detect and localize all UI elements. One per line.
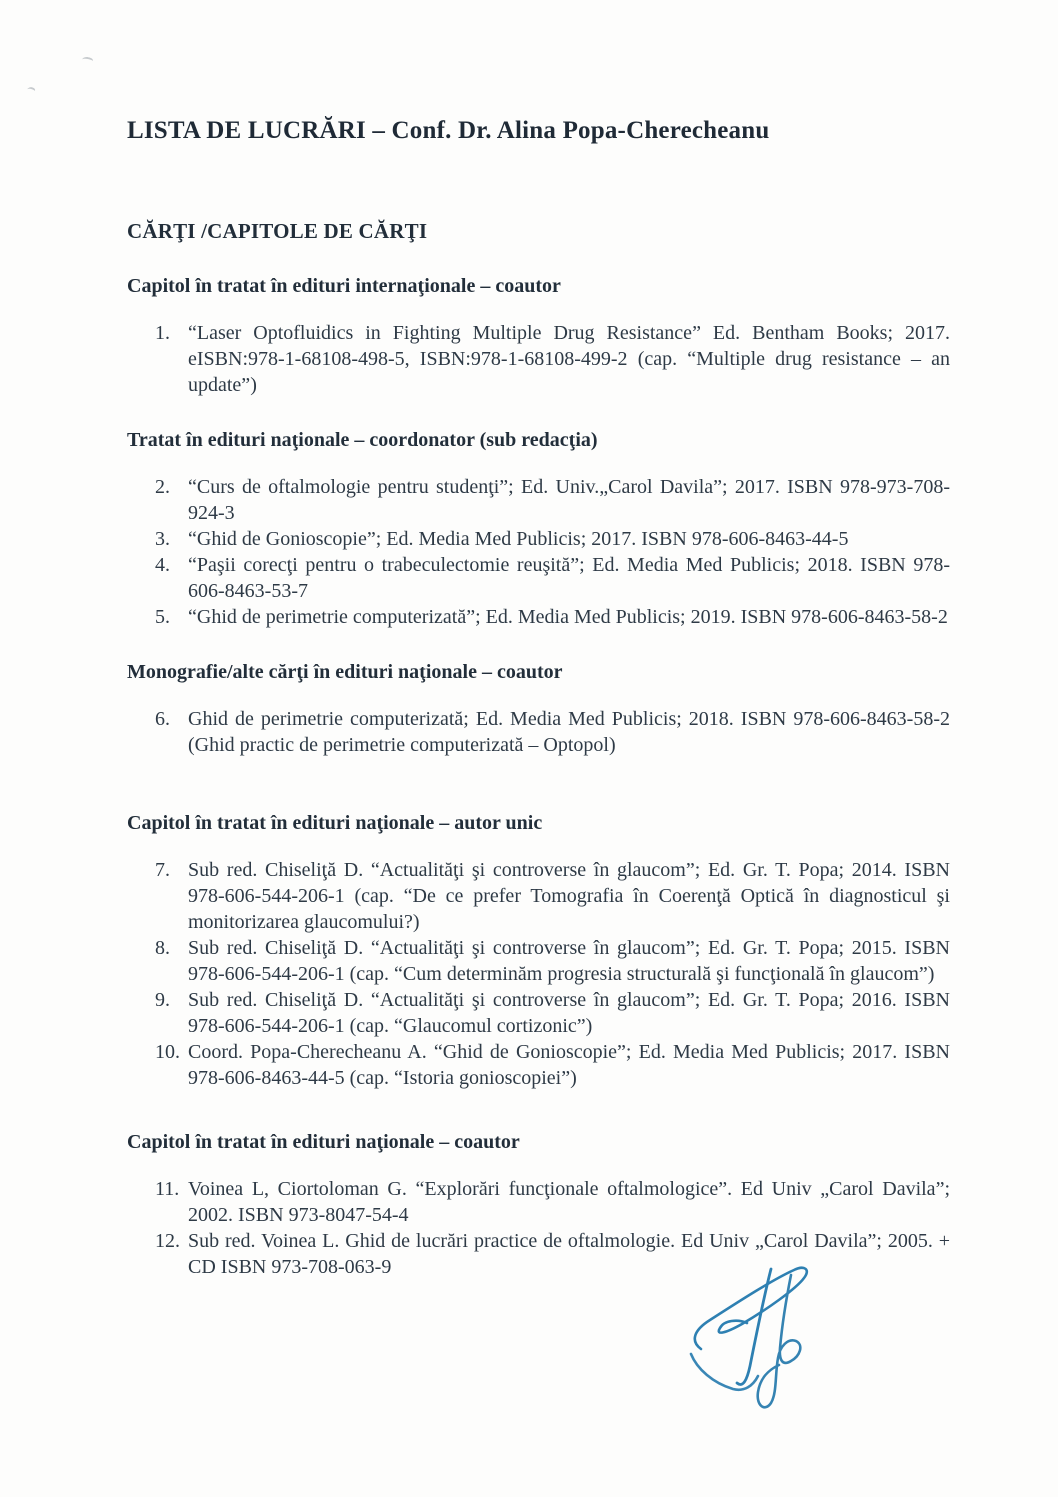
publication-list (155, 1176, 950, 1280)
scan-artifact (26, 86, 36, 95)
publication-list (155, 857, 950, 1091)
list-item (155, 320, 950, 398)
list-item (155, 706, 950, 758)
list-item (155, 1176, 950, 1228)
item-text: “Paşii corecţi pentru o trabeculectomie reuşită”; Ed. Media Med Publicis; 2018. ISBN 978-606-8463-53-7 (188, 554, 950, 602)
page-title: LISTA DE LUCRĂRI – Conf. Dr. Alina Popa-Cherecheanu (127, 117, 770, 144)
item-number: 1. (155, 322, 170, 344)
item-number: 2. (155, 476, 170, 498)
signature-icon (686, 1262, 818, 1412)
item-text: Voinea L, Ciortoloman G. “Explorări funcţionale oftalmologice”. Ed Univ „Carol Davila”; 2002. ISBN 973-8047-54-4 (188, 1178, 950, 1226)
item-number: 9. (155, 989, 170, 1011)
section-heading-monografie-coautor: Monografie/alte cărţi în edituri naţionale – coautor (127, 661, 563, 683)
section-heading-national-coordonator: Tratat în edituri naţionale – coordonator (sub redacţia) (127, 429, 598, 451)
item-text: “Curs de oftalmologie pentru studenţi”; Ed. Univ.„Carol Davila”; 2017. ISBN 978-973-708-924-3 (188, 476, 950, 524)
item-text: Sub red. Chiseliţă D. “Actualităţi şi controverse în glaucom”; Ed. Gr. T. Popa; 2016. ISBN 978-606-544-206-1 (cap. “Glaucomul cortizonic”) (188, 989, 950, 1037)
item-text: Coord. Popa-Cherecheanu A. “Ghid de Gonioscopie”; Ed. Media Med Publicis; 2017. ISBN 978-606-8463-44-5 (cap. “Istoria gonioscopiei”) (188, 1041, 950, 1089)
publication-list (155, 706, 950, 758)
item-number: 11. (155, 1178, 180, 1200)
item-text: Ghid de perimetrie computerizată; Ed. Media Med Publicis; 2018. ISBN 978-606-8463-58-2 (Ghid practic de perimetrie computerizată – Optopol) (188, 708, 950, 756)
list-item (155, 604, 950, 630)
item-number: 7. (155, 859, 170, 881)
section-heading-international-coautor: Capitol în tratat în edituri internaţionale – coautor (127, 275, 561, 297)
item-text: Sub red. Voinea L. Ghid de lucrări practice de oftalmologie. Ed Univ „Carol Davila”; 2005. + CD ISBN 973-708-063-9 (188, 1230, 950, 1278)
item-text: Sub red. Chiseliţă D. “Actualităţi şi controverse în glaucom”; Ed. Gr. T. Popa; 2015. ISBN 978-606-544-206-1 (cap. “Cum determinăm progresia structurală şi funcţională în glaucom”) (188, 937, 950, 985)
list-item (155, 1228, 950, 1280)
section-heading-national-coautor: Capitol în tratat în edituri naţionale – coautor (127, 1131, 520, 1153)
item-text: Sub red. Chiseliţă D. “Actualităţi şi controverse în glaucom”; Ed. Gr. T. Popa; 2014. ISBN 978-606-544-206-1 (cap. “De ce prefer Tomografia în Coerenţă Optică în diagnosticul şi monitorizarea glaucomului?) (188, 859, 950, 933)
item-number: 5. (155, 606, 170, 628)
publication-list (155, 474, 950, 630)
handwritten-signature (686, 1262, 818, 1412)
list-item (155, 857, 950, 935)
list-item (155, 552, 950, 604)
list-item (155, 1039, 950, 1091)
item-text: “Ghid de Gonioscopie”; Ed. Media Med Publicis; 2017. ISBN 978-606-8463-44-5 (188, 528, 849, 550)
item-text: “Laser Optofluidics in Fighting Multiple Drug Resistance” Ed. Bentham Books; 2017. eISBN:978-1-68108-498-5, ISBN:978-1-68108-499-2 (cap. “Multiple drug resistance – an update”) (188, 322, 950, 396)
list-item (155, 526, 950, 552)
item-number: 12. (155, 1230, 180, 1252)
item-number: 4. (155, 554, 170, 576)
list-item (155, 474, 950, 526)
scan-artifact (81, 56, 93, 65)
section-heading-national-autor-unic: Capitol în tratat în edituri naţionale – autor unic (127, 812, 543, 834)
item-number: 3. (155, 528, 170, 550)
publication-list (155, 320, 950, 398)
list-item (155, 935, 950, 987)
item-number: 6. (155, 708, 170, 730)
item-text: “Ghid de perimetrie computerizată”; Ed. Media Med Publicis; 2019. ISBN 978-606-8463-58-2 (188, 606, 948, 628)
category-heading: CĂRŢI /CAPITOLE DE CĂRŢI (127, 219, 428, 243)
item-number: 8. (155, 937, 170, 959)
item-number: 10. (155, 1041, 180, 1063)
list-item (155, 987, 950, 1039)
